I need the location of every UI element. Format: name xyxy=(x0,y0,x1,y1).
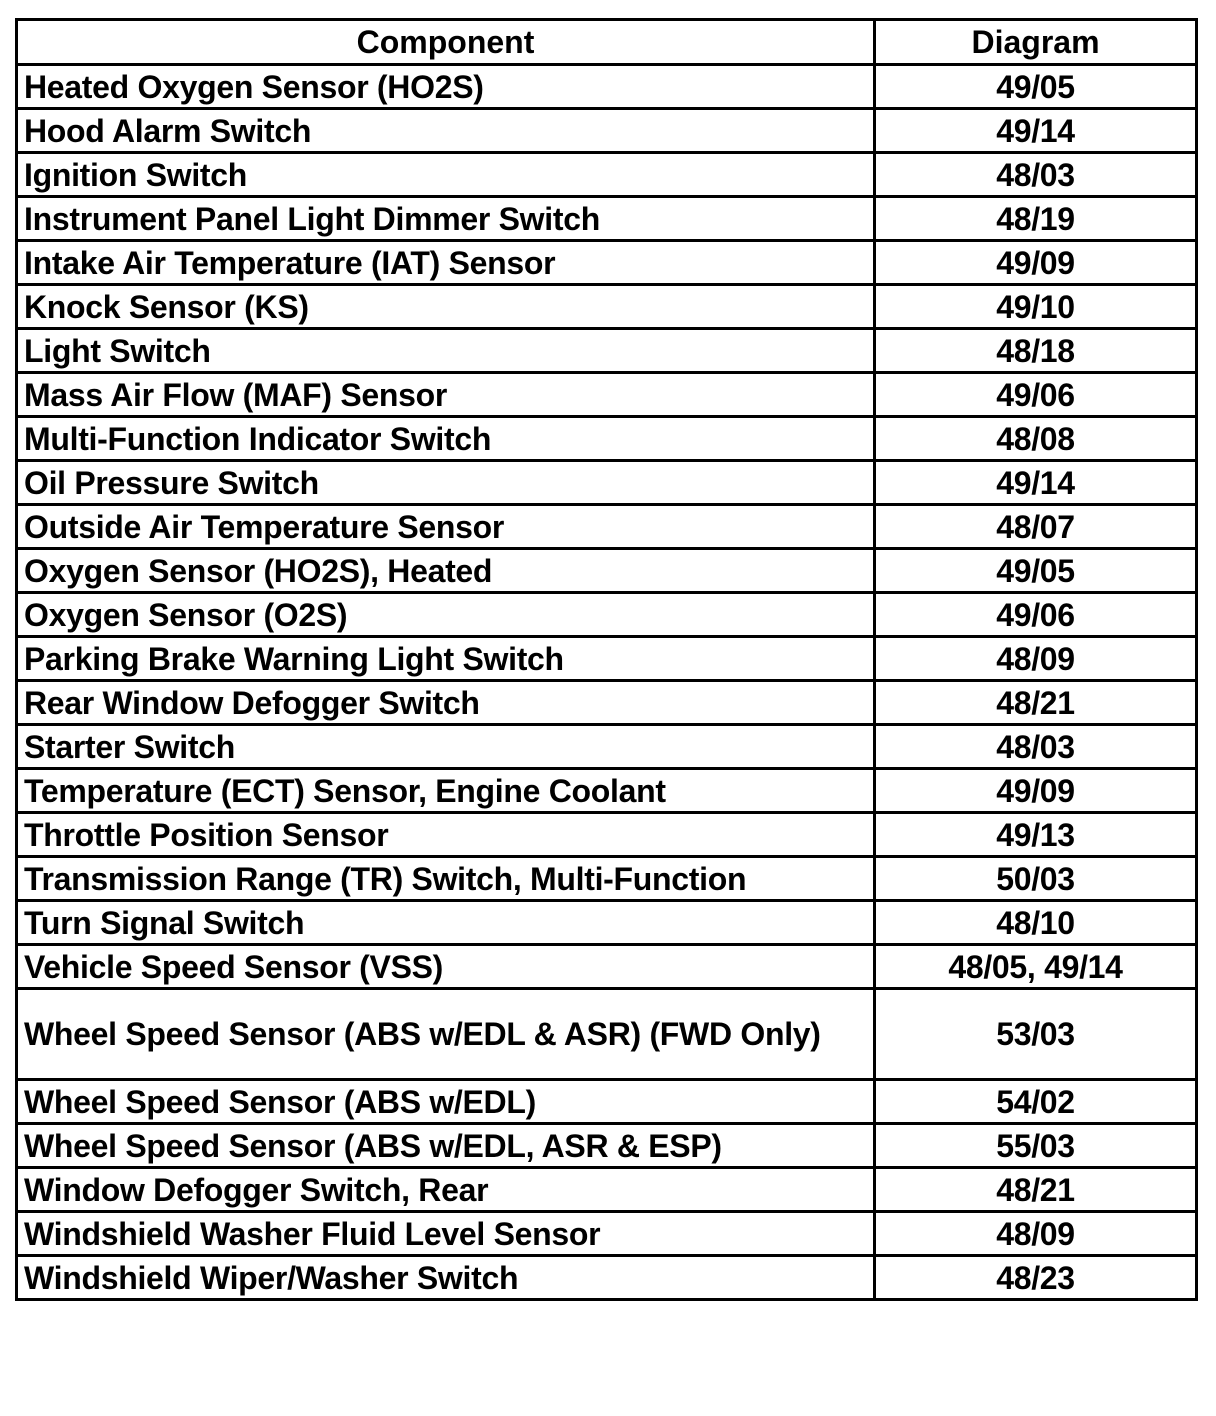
table-row xyxy=(17,505,1197,549)
diagram-reference: 49/10 xyxy=(996,288,1075,325)
component-name: Oil Pressure Switch xyxy=(24,464,319,501)
table-row xyxy=(17,1124,1197,1168)
component-cell xyxy=(17,65,875,109)
diagram-cell xyxy=(875,945,1197,989)
diagram-reference: 48/21 xyxy=(996,684,1075,721)
table-row xyxy=(17,241,1197,285)
table-row xyxy=(17,945,1197,989)
table-row xyxy=(17,109,1197,153)
diagram-cell xyxy=(875,593,1197,637)
diagram-cell xyxy=(875,1212,1197,1256)
component-name: Multi-Function Indicator Switch xyxy=(24,420,492,457)
component-cell xyxy=(17,637,875,681)
component-diagram-table-container xyxy=(15,18,1195,1301)
component-name: Starter Switch xyxy=(24,728,235,765)
component-name: Mass Air Flow (MAF) Sensor xyxy=(24,376,448,413)
component-name: Turn Signal Switch xyxy=(24,904,305,941)
table-row xyxy=(17,725,1197,769)
table-row xyxy=(17,153,1197,197)
column-header-component-label: Component xyxy=(356,24,535,60)
diagram-reference: 54/02 xyxy=(996,1083,1075,1120)
component-cell xyxy=(17,769,875,813)
diagram-reference: 48/09 xyxy=(996,640,1075,677)
component-name: Window Defogger Switch, Rear xyxy=(24,1171,489,1208)
diagram-reference: 49/05 xyxy=(996,68,1075,105)
component-cell xyxy=(17,197,875,241)
diagram-cell xyxy=(875,505,1197,549)
component-name: Oxygen Sensor (HO2S), Heated xyxy=(24,552,493,589)
diagram-reference: 48/10 xyxy=(996,904,1075,941)
component-name: Knock Sensor (KS) xyxy=(24,288,309,325)
diagram-reference: 49/06 xyxy=(996,376,1075,413)
diagram-reference: 55/03 xyxy=(996,1127,1075,1164)
table-row xyxy=(17,813,1197,857)
diagram-cell xyxy=(875,1080,1197,1124)
component-name: Wheel Speed Sensor (ABS w/EDL) xyxy=(24,1083,536,1120)
diagram-reference: 48/23 xyxy=(996,1259,1075,1296)
component-cell xyxy=(17,549,875,593)
component-cell xyxy=(17,417,875,461)
component-cell xyxy=(17,329,875,373)
component-name: Parking Brake Warning Light Switch xyxy=(24,640,564,677)
table-row xyxy=(17,769,1197,813)
diagram-cell xyxy=(875,989,1197,1080)
component-cell xyxy=(17,461,875,505)
column-header-diagram xyxy=(875,20,1197,65)
diagram-cell xyxy=(875,1124,1197,1168)
diagram-reference: 49/14 xyxy=(996,112,1075,149)
diagram-cell xyxy=(875,1168,1197,1212)
table-row xyxy=(17,461,1197,505)
component-cell xyxy=(17,1168,875,1212)
diagram-reference: 49/05 xyxy=(996,552,1075,589)
component-cell xyxy=(17,989,875,1080)
table-header xyxy=(17,20,1197,65)
diagram-cell xyxy=(875,901,1197,945)
component-cell xyxy=(17,1080,875,1124)
diagram-reference: 49/14 xyxy=(996,464,1075,501)
component-cell xyxy=(17,901,875,945)
component-cell xyxy=(17,1124,875,1168)
component-cell xyxy=(17,505,875,549)
diagram-cell xyxy=(875,549,1197,593)
diagram-reference: 48/09 xyxy=(996,1215,1075,1252)
diagram-reference: 48/05, 49/14 xyxy=(948,948,1123,985)
table-row xyxy=(17,989,1197,1080)
component-name: Vehicle Speed Sensor (VSS) xyxy=(24,948,444,985)
component-name: Heated Oxygen Sensor (HO2S) xyxy=(24,68,484,105)
diagram-reference: 49/09 xyxy=(996,244,1075,281)
component-cell xyxy=(17,681,875,725)
component-cell xyxy=(17,945,875,989)
diagram-reference: 49/09 xyxy=(996,772,1075,809)
diagram-cell xyxy=(875,813,1197,857)
component-cell xyxy=(17,373,875,417)
diagram-reference: 48/21 xyxy=(996,1171,1075,1208)
diagram-cell xyxy=(875,769,1197,813)
table-row xyxy=(17,681,1197,725)
table-body xyxy=(17,65,1197,1300)
component-name: Windshield Wiper/Washer Switch xyxy=(24,1259,519,1296)
component-name: Wheel Speed Sensor (ABS w/EDL & ASR) (FWD Only) xyxy=(24,1016,821,1052)
component-name: Windshield Washer Fluid Level Sensor xyxy=(24,1215,601,1252)
table-row xyxy=(17,637,1197,681)
diagram-reference: 50/03 xyxy=(996,860,1075,897)
column-header-component xyxy=(17,20,875,65)
table-row xyxy=(17,417,1197,461)
component-cell xyxy=(17,109,875,153)
table-row xyxy=(17,329,1197,373)
diagram-reference: 53/03 xyxy=(996,1016,1075,1052)
diagram-cell xyxy=(875,1256,1197,1300)
component-cell xyxy=(17,725,875,769)
component-name: Outside Air Temperature Sensor xyxy=(24,508,505,545)
diagram-cell xyxy=(875,637,1197,681)
diagram-cell xyxy=(875,197,1197,241)
component-name: Temperature (ECT) Sensor, Engine Coolant xyxy=(24,772,666,809)
diagram-cell xyxy=(875,329,1197,373)
diagram-reference: 49/13 xyxy=(996,816,1075,853)
column-header-diagram-label: Diagram xyxy=(971,24,1100,60)
table-row xyxy=(17,1080,1197,1124)
diagram-cell xyxy=(875,681,1197,725)
component-cell xyxy=(17,813,875,857)
component-name: Instrument Panel Light Dimmer Switch xyxy=(24,200,600,237)
header-row xyxy=(17,20,1197,65)
diagram-cell xyxy=(875,153,1197,197)
diagram-reference: 48/08 xyxy=(996,420,1075,457)
diagram-cell xyxy=(875,373,1197,417)
diagram-cell xyxy=(875,725,1197,769)
diagram-cell xyxy=(875,109,1197,153)
diagram-cell xyxy=(875,65,1197,109)
component-name: Oxygen Sensor (O2S) xyxy=(24,596,348,633)
table-row xyxy=(17,1168,1197,1212)
table-row xyxy=(17,65,1197,109)
component-cell xyxy=(17,1212,875,1256)
component-cell xyxy=(17,285,875,329)
component-cell xyxy=(17,1256,875,1300)
component-diagram-table xyxy=(15,18,1198,1301)
component-name: Wheel Speed Sensor (ABS w/EDL, ASR & ESP) xyxy=(24,1127,722,1164)
component-cell xyxy=(17,241,875,285)
table-row xyxy=(17,901,1197,945)
table-row xyxy=(17,197,1197,241)
diagram-reference: 48/03 xyxy=(996,156,1075,193)
diagram-reference: 48/07 xyxy=(996,508,1075,545)
component-name: Hood Alarm Switch xyxy=(24,112,312,149)
component-cell xyxy=(17,593,875,637)
component-name: Throttle Position Sensor xyxy=(24,816,389,853)
diagram-cell xyxy=(875,417,1197,461)
table-row xyxy=(17,1256,1197,1300)
table-row xyxy=(17,1212,1197,1256)
table-row xyxy=(17,593,1197,637)
component-name: Ignition Switch xyxy=(24,156,248,193)
diagram-cell xyxy=(875,285,1197,329)
table-row xyxy=(17,857,1197,901)
diagram-reference: 48/03 xyxy=(996,728,1075,765)
table-row xyxy=(17,285,1197,329)
diagram-reference: 48/19 xyxy=(996,200,1075,237)
diagram-cell xyxy=(875,857,1197,901)
table-row xyxy=(17,549,1197,593)
diagram-cell xyxy=(875,461,1197,505)
diagram-reference: 49/06 xyxy=(996,596,1075,633)
component-name: Rear Window Defogger Switch xyxy=(24,684,480,721)
table-row xyxy=(17,373,1197,417)
component-cell xyxy=(17,857,875,901)
component-name: Intake Air Temperature (IAT) Sensor xyxy=(24,244,556,281)
diagram-cell xyxy=(875,241,1197,285)
component-name: Light Switch xyxy=(24,332,211,369)
diagram-reference: 48/18 xyxy=(996,332,1075,369)
component-cell xyxy=(17,153,875,197)
component-name: Transmission Range (TR) Switch, Multi-Function xyxy=(24,860,747,897)
